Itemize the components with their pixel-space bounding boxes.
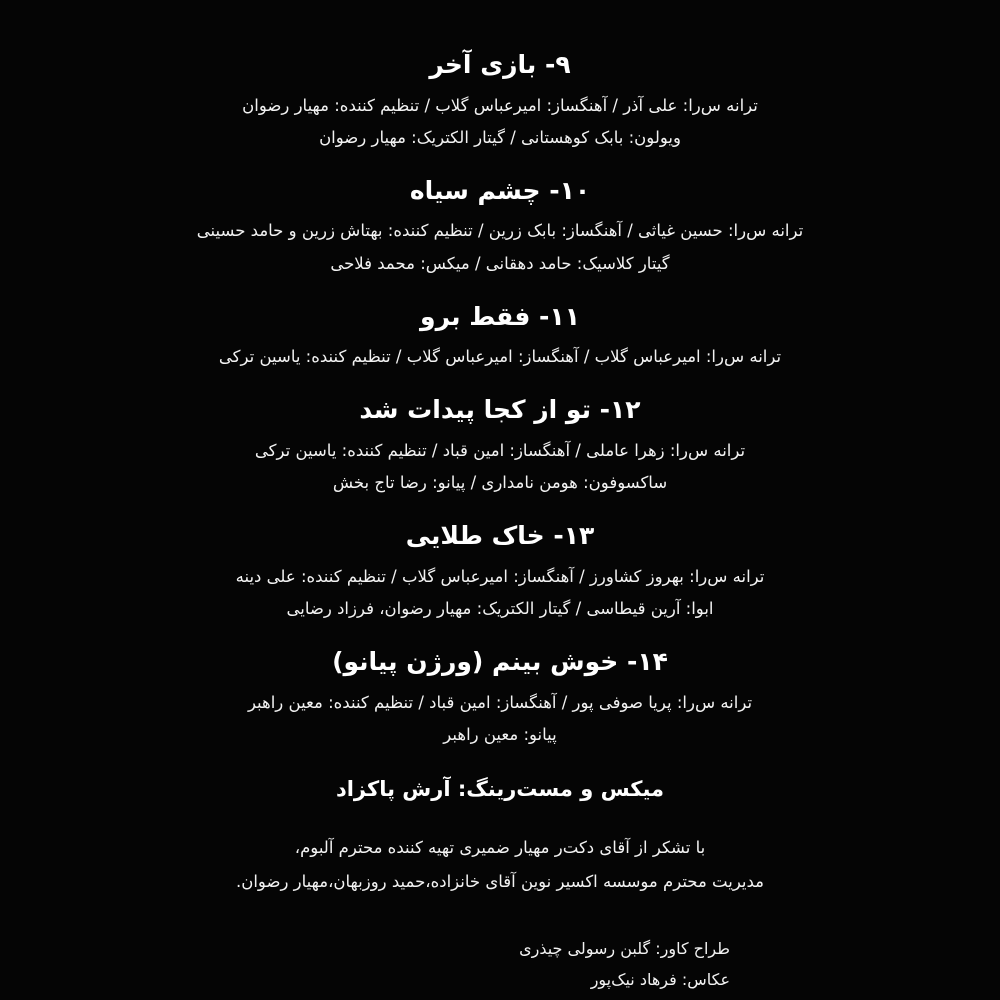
track-credit-line: ترانه س‌را: پریا صوفی پور / آهنگساز: امین قباد / تنظیم کننده: معین راهبر bbox=[247, 692, 753, 712]
track-title: ۹- بازی آخر bbox=[429, 50, 571, 79]
track-title: ۱۱- فقط برو bbox=[420, 301, 580, 331]
track-entry bbox=[60, 298, 940, 374]
track-credit-line: ساکسوفون: هومن نامداری / پیانو: رضا تاج بخش bbox=[332, 473, 668, 493]
track-credit-line: ترانه س‌را: امیرعباس گلاب / آهنگساز: امیرعباس گلاب / تنظیم کننده: یاسین ترکی bbox=[218, 347, 782, 367]
track-title: ۱۰- چشم سیاه bbox=[409, 175, 591, 205]
track-credit-line: ویولون: بابک کوهستانی / گیتار الکتریک: مهیار رضوان bbox=[319, 127, 681, 147]
track-title: ۱۳- خاک طلایی bbox=[405, 521, 595, 551]
track-credit-line: گیتار کلاسیک: حامد دهقانی / میکس: محمد فلاحی bbox=[330, 253, 670, 273]
photographer-credit: عکاس: فرهاد نیک‌پور bbox=[590, 969, 730, 989]
acknowledgements bbox=[60, 831, 940, 899]
acknowledgement-line: مدیریت محترم موسسه اکسیر نوین آقای خانزاده،حمید روزبهان،مهیار رضوان. bbox=[235, 871, 765, 891]
track-title: ۱۲- تو از کجا پیدات شد bbox=[359, 395, 641, 425]
track-entry bbox=[60, 46, 940, 154]
track-credit-line: ترانه س‌را: علی آذر / آهنگساز: امیرعباس گلاب / تنظیم کننده: مهیار رضوان bbox=[242, 95, 758, 115]
track-credit-line: ترانه س‌را: بهروز کشاورز / آهنگساز: امیرعباس گلاب / تنظیم کننده: علی دینه bbox=[235, 566, 765, 586]
track-credit-line: ترانه س‌را: زهرا عاملی / آهنگساز: امین قباد / تنظیم کننده: یاسین ترکی bbox=[254, 440, 746, 460]
track-credit-line: پیانو: معین راهبر bbox=[443, 724, 557, 744]
cover-designer-credit: طراح کاور: گلبن رسولی چیذری bbox=[519, 938, 730, 958]
acknowledgement-line: با تشکر از آقای دکت‌ر مهیار ضمیری تهیه کننده محترم آلبوم، bbox=[294, 837, 706, 857]
track-entry bbox=[60, 517, 940, 625]
track-credit-line: ترانه س‌را: حسین غیاثی / آهنگساز: بابک زرین / تنظیم کننده: بهتاش زرین و حامد حسینی bbox=[196, 221, 804, 241]
track-entry bbox=[60, 172, 940, 280]
track-entry bbox=[60, 643, 940, 751]
colophon bbox=[60, 933, 940, 995]
track-credit-line: ابوا: آرین قیطاسی / گیتار الکتریک: مهیار رضوان، فرزاد رضایی bbox=[286, 598, 714, 618]
track-title: ۱۴- خوش بینم (ورژن پیانو) bbox=[332, 647, 668, 677]
track-entry bbox=[60, 391, 940, 499]
mix-master-credit: میکس و مست‌رینگ: آرش پاکزاد bbox=[335, 776, 665, 801]
